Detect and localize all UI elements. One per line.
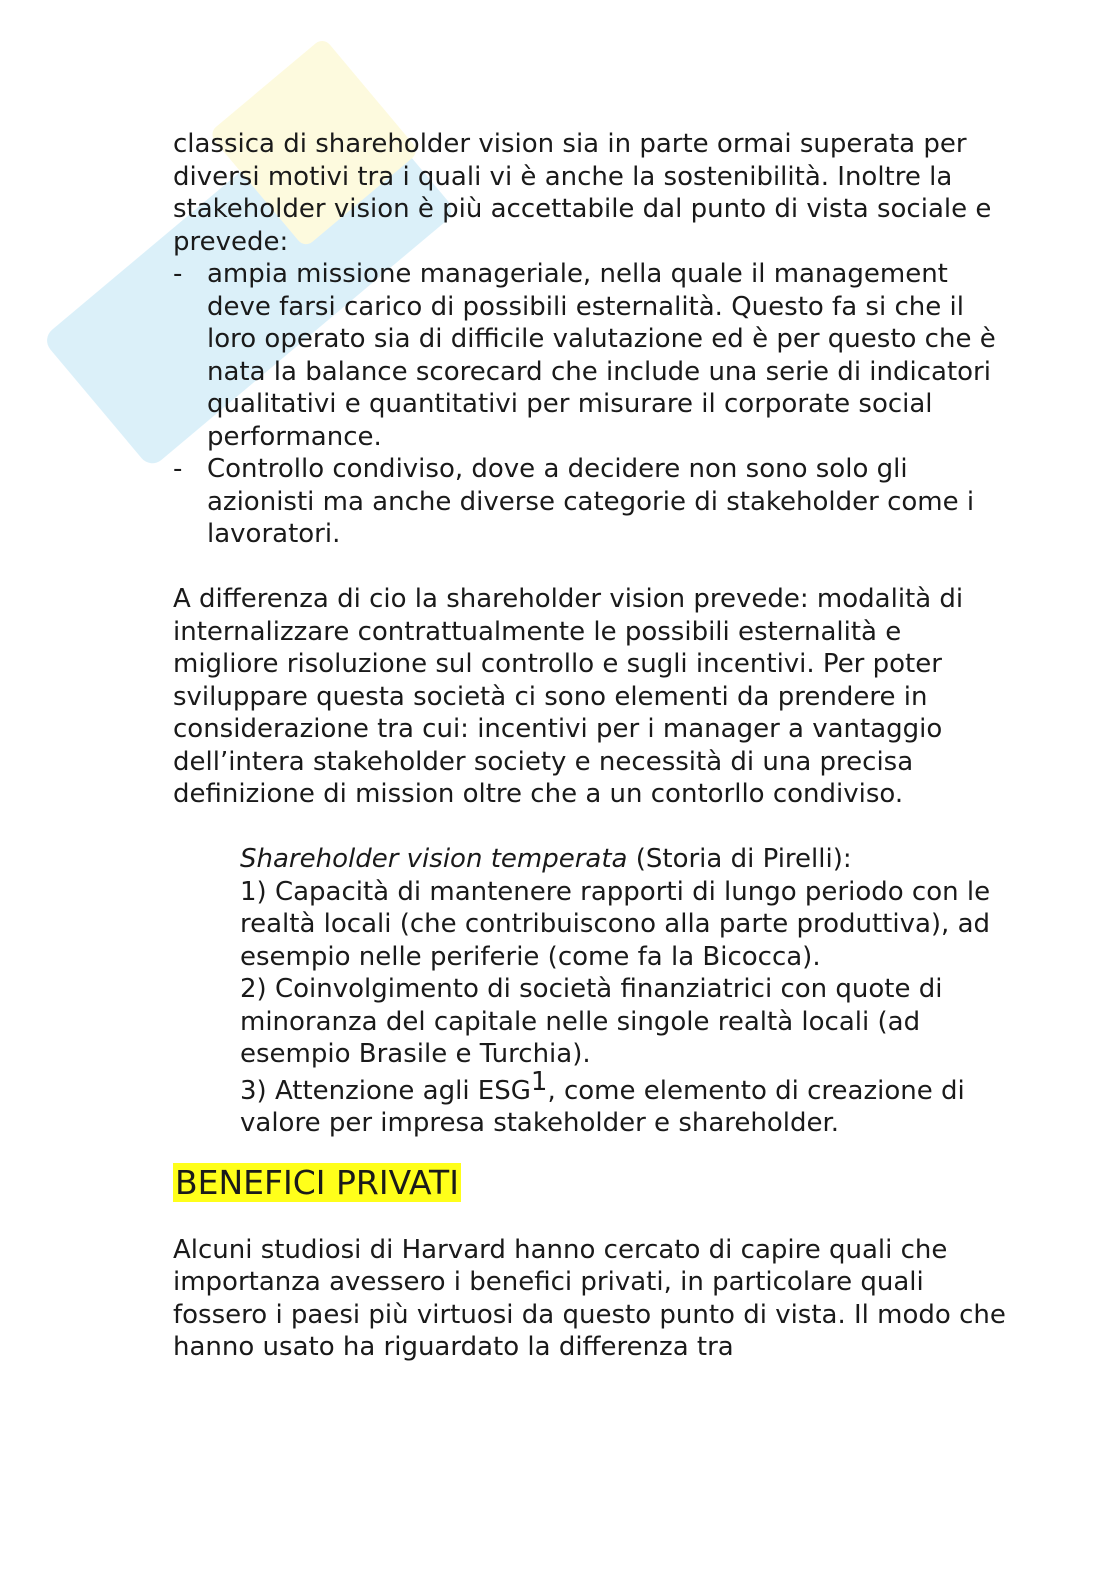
pirelli-item-3-start: 3) Attenzione agli ESG <box>240 1075 531 1106</box>
pirelli-item-1: 1) Capacità di mantenere rapporti di lungo periodo con le realtà locali (che contribuiscono alla parte produttiva), ad esempio nelle periferie (come fa la Bicocca). <box>240 876 991 972</box>
pirelli-section <box>240 843 1013 1140</box>
list-item <box>173 258 1013 453</box>
paragraph-benefici-privati: Alcuni studiosi di Harvard hanno cercato di capire quali che importanza avessero i benefici privati, in particolare quali fossero i paesi più virtuosi da questo punto di vista. Il modo che hanno usato ha riguardato la differenza tra <box>173 1234 1006 1362</box>
spacer <box>173 811 1013 844</box>
bullet-dash: - <box>173 259 183 289</box>
pirelli-title <box>240 843 1013 876</box>
pirelli-item-3-end: , come elemento di creazione di valore per impresa stakeholder e shareholder. <box>240 1075 965 1138</box>
section-heading <box>173 1162 1013 1204</box>
stakeholder-bullet-list <box>173 258 1013 551</box>
spacer <box>173 551 1013 584</box>
bullet-text: Controllo condiviso, dove a decidere non sono solo gli azionisti ma anche diverse categorie di stakeholder come i lavoratori. <box>207 454 975 549</box>
section-heading-text: BENEFICI PRIVATI <box>175 1162 459 1202</box>
pirelli-title-rest: (Storia di Pirelli): <box>627 844 852 874</box>
paragraph-shareholder-vision: A differenza di cio la shareholder vision prevede: modalità di internalizzare contrattualmente le possibili esternalità e migliore risoluzione sul controllo e sugli incentivi. Per poter sviluppare questa società ci sono elementi da prendere in considerazione tra cui: incentivi per i manager a vantaggio dell’intera stakeholder society e necessità di una precisa definizione di mission oltre che a un contorllo condiviso. <box>173 584 964 809</box>
bullet-text: ampia missione manageriale, nella quale il management deve farsi carico di possibili esternalità. Questo fa si che il loro operato sia di difficile valutazione ed è per questo che è nata la balance scorecard che include una serie di indicatori qualitativi e quantitativi per misurare il corporate social performance. <box>207 259 996 452</box>
document-page <box>173 128 1013 1364</box>
footnote-ref[interactable]: 1 <box>530 1066 548 1097</box>
paragraph-stakeholder-intro: classica di shareholder vision sia in parte ormai superata per diversi motivi tra i quali vi è anche la sostenibilità. Inoltre la stakeholder vision è più accettabile dal punto di vista sociale e prevede: <box>173 129 992 257</box>
pirelli-item-3 <box>240 1066 1013 1140</box>
bullet-dash: - <box>173 454 183 484</box>
pirelli-item-2: 2) Coinvolgimento di società finanziatrici con quote di minoranza del capitale nelle singole realtà locali (ad esempio Brasile e Turchia). <box>240 974 943 1069</box>
pirelli-title-italic: Shareholder vision temperata <box>240 844 628 874</box>
list-item <box>173 453 1013 551</box>
